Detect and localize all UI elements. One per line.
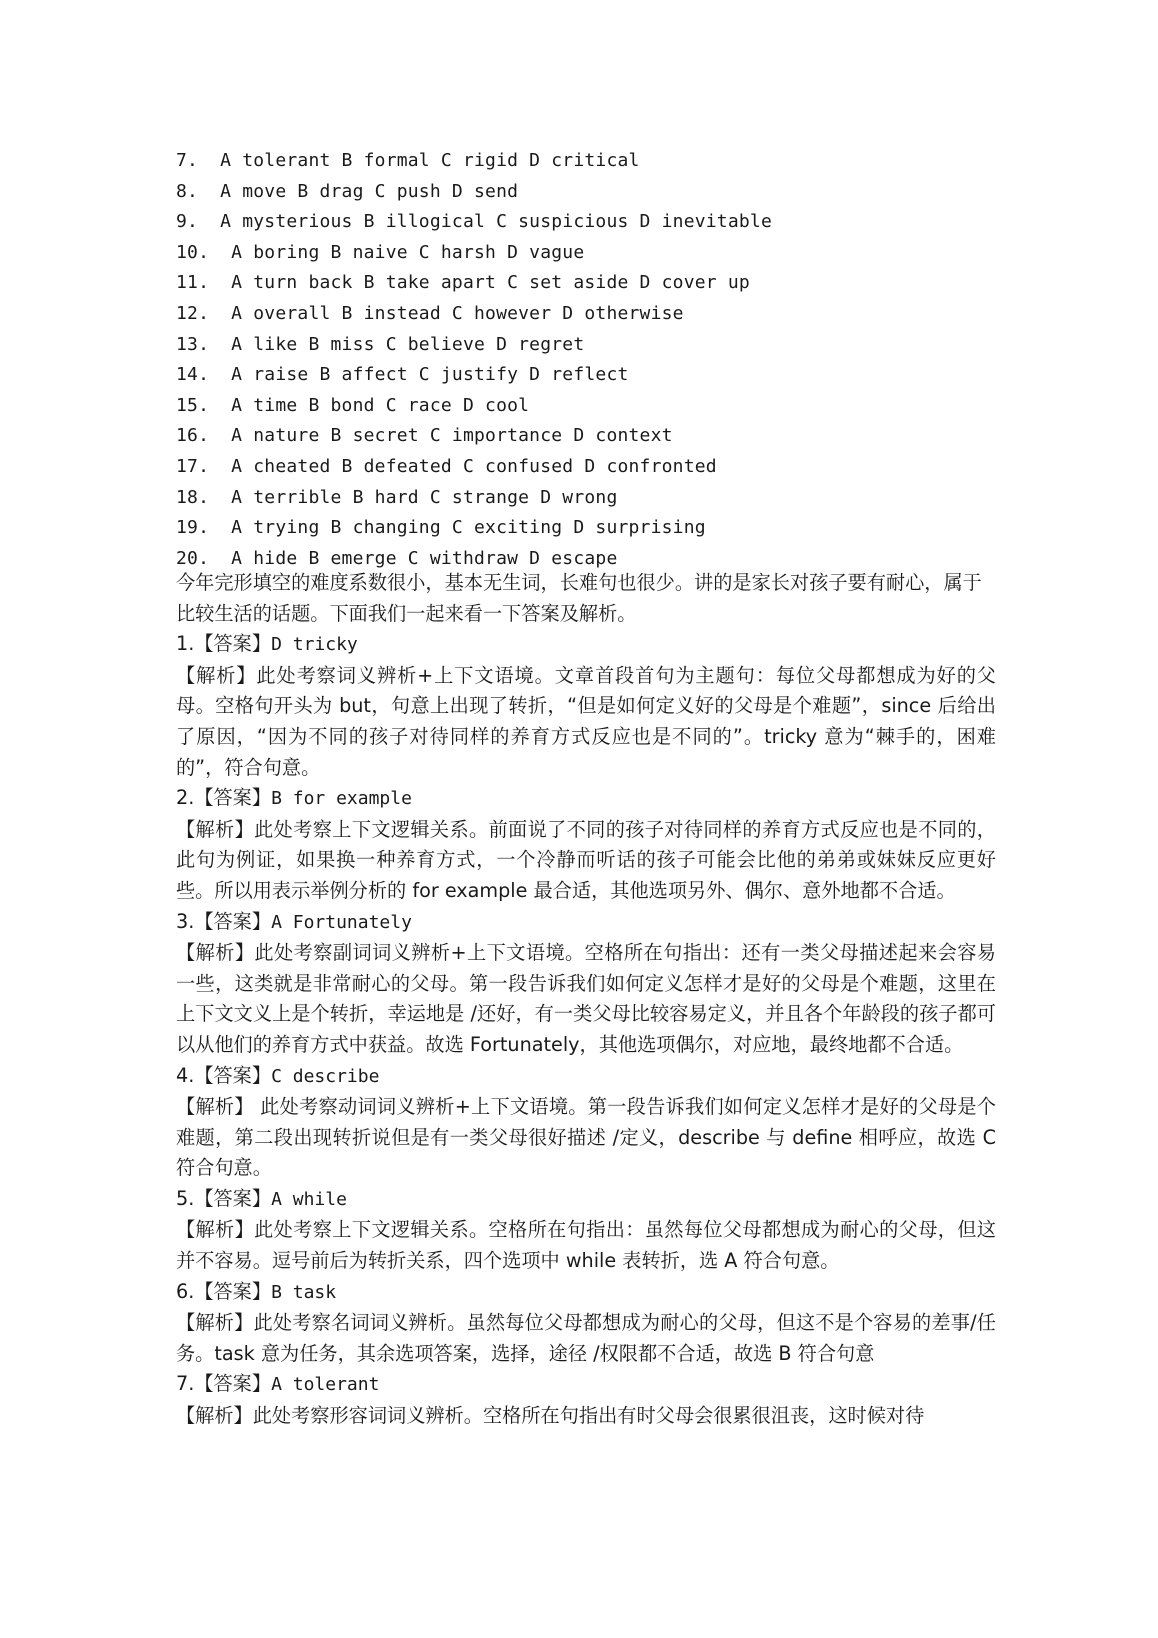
analysis-paragraph: 【解析】此处考察名词词义辨析。虽然每位父母都想成为耐心的父母，但这不是个容易的差事/任务。task 意为任务，其余选项答案，选择，途径 /权限都不合适，故选 B 符合句意: [176, 1311, 996, 1365]
analysis-paragraph: 【解析】此处考察上下文逻辑关系。空格所在句指出：虽然每位父母都想成为耐心的父母，但这并不容易。逗号前后为转折关系，四个选项中 while 表转折，选 A 符合句意。: [176, 1218, 996, 1273]
answer-tag: 【答案】: [194, 1372, 272, 1396]
answer-value: A tolerant: [271, 1374, 380, 1396]
answer-number: 5.: [176, 1186, 195, 1210]
answer-value: C describe: [271, 1065, 380, 1087]
option-line: 13. A like B miss C believe D regret: [176, 333, 585, 355]
option-line: 7. A tolerant B formal C rigid D critical: [176, 150, 640, 171]
answer-heading: [176, 907, 996, 939]
analysis-paragraph: 【解析】此处考察形容词词义辨析。空格所在句指出有时父母会很累很沮丧，这时候对待: [176, 1404, 925, 1428]
answer-heading: [176, 1369, 996, 1401]
answer-number: 3.: [176, 909, 195, 933]
option-line: 8. A move B drag C push D send: [176, 180, 519, 202]
answer-value: D tricky: [271, 634, 358, 656]
answer-number: 1.: [176, 632, 195, 656]
answer-tag: 【答案】: [194, 1186, 272, 1210]
answer-value: A Fortunately: [271, 911, 412, 933]
option-line: 14. A raise B affect C justify D reflect: [176, 364, 629, 386]
analysis-paragraph: 【解析】 此处考察动词词义辨析+上下文语境。第一段告诉我们如何定义怎样才是好的父母是个难题，第二段出现转折说但是有一类父母很好描述 /定义，describe 与 define 相呼应，故选 C 符合句意。: [176, 1095, 996, 1180]
answer-tag: 【答案】: [194, 1279, 272, 1303]
answer-item: [176, 907, 996, 1061]
answer-heading: [176, 1184, 996, 1216]
answer-tag: 【答案】: [194, 632, 272, 656]
answer-value: B for example: [271, 788, 412, 810]
answer-heading: [176, 1061, 996, 1093]
analysis-paragraph: 【解析】此处考察词义辨析+上下文语境。文章首段首句为主题句：每位父母都想成为好的父母。空格句开头为 but，句意上出现了转折，“但是如何定义好的父母是个难题”，since 后给出了原因，“因为不同的孩子对待同样的养育方式反应也是不同的”。tricky 意为“棘手的，困难的”，符合句意。: [176, 663, 996, 779]
answer-tag: 【答案】: [194, 909, 272, 933]
answer-item: [176, 1061, 996, 1184]
answer-heading: [176, 1277, 996, 1309]
intro-paragraph: 今年完形填空的难度系数很小，基本无生词，长难句也很少。讲的是家长对孩子要有耐心，属于比较生活的话题。下面我们一起来看一下答案及解析。: [176, 571, 982, 625]
option-line: 12. A overall B instead C however D otherwise: [176, 302, 684, 324]
option-line: 17. A cheated B defeated C confused D confronted: [176, 455, 717, 477]
answer-value: B task: [271, 1281, 337, 1303]
answer-value: A while: [271, 1188, 347, 1210]
analysis-paragraph: 【解析】此处考察副词词义辨析+上下文语境。空格所在句指出：还有一类父母描述起来会容易一些，这类就是非常耐心的父母。第一段告诉我们如何定义怎样才是好的父母是个难题，这里在上下文文义上是个转折，幸运地是 /还好，有一类父母比较容易定义，并且各个年龄段的孩子都可以从他们的养育方式中获益。故选 Fortunately，其他选项偶尔，对应地，最终地都不合适。: [176, 941, 996, 1056]
answer-item: [176, 1184, 996, 1277]
option-line: 11. A turn back B take apart C set aside D cover up: [176, 272, 750, 294]
answer-number: 6.: [176, 1279, 195, 1303]
answer-heading: [176, 629, 996, 661]
answer-heading: [176, 783, 996, 815]
option-list: [176, 146, 996, 574]
option-line: 10. A boring B naive C harsh D vague: [176, 241, 585, 263]
answer-number: 2.: [176, 786, 195, 810]
answer-number: 7.: [176, 1372, 195, 1396]
option-line: 20. A hide B emerge C withdraw D escape: [176, 547, 618, 569]
option-line: 16. A nature B secret C importance D context: [176, 425, 673, 447]
answer-tag: 【答案】: [194, 1063, 272, 1087]
answer-item: [176, 629, 996, 783]
answer-item: [176, 783, 996, 906]
answer-item: [176, 1277, 996, 1370]
option-line: 15. A time B bond C race D cool: [176, 394, 530, 416]
option-line: 18. A terrible B hard C strange D wrong: [176, 486, 618, 508]
answer-item: [176, 1369, 996, 1431]
option-line: 9. A mysterious B illogical C suspicious D inevitable: [176, 211, 772, 233]
option-line: 19. A trying B changing C exciting D surprising: [176, 517, 706, 539]
answer-section: [176, 568, 996, 1432]
answer-tag: 【答案】: [194, 786, 272, 810]
answer-number: 4.: [176, 1063, 195, 1087]
analysis-paragraph: 【解析】此处考察上下文逻辑关系。前面说了不同的孩子对待同样的养育方式反应也是不同的，此句为例证，如果换一种养育方式，一个冷静而听话的孩子可能会比他的弟弟或妹妹反应更好些。所以用表示举例分析的 for example 最合适，其他选项另外、偶尔、意外地都不合适。: [176, 817, 996, 902]
